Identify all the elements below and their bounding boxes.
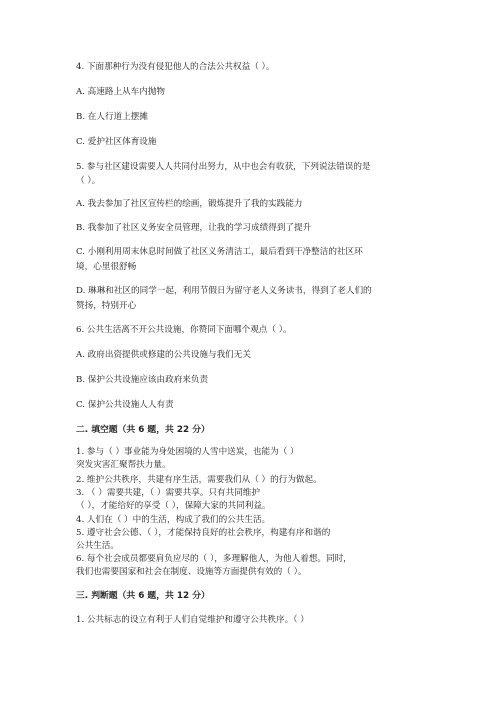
question-5-option-c: C. 小刚利用周末休息时间做了社区义务清洁工，最后看到干净整洁的社区环 (76, 247, 363, 257)
question-5-option-a: A. 我去参加了社区宣传栏的绘画，锻炼提升了我的实践能力 (76, 199, 303, 209)
judgment-section-heading: 三. 判断题（共 6 题，共 12 分） (76, 591, 210, 601)
question-5-option-d-continued: 赞扬，特别开心 (76, 301, 137, 311)
fill-in-section-heading: 二. 填空题（共 6 题，共 22 分） (76, 425, 210, 435)
fill-in-line: 我们也需要国家和社会在制度、设施等方面提供有效的（ ）。 (76, 567, 307, 577)
question-5-stem-continued: （ ）。 (76, 176, 101, 186)
question-6-option-c: C. 保护公共设施人人有责 (76, 400, 174, 410)
fill-in-line: 4. 人们在（ ）中的生活，构成了我们的公共生活。 (76, 515, 271, 525)
question-5-stem: 5. 参与社区建设需要人人共同付出努力，从中也会有收获，下列说法错误的是 (76, 162, 371, 172)
question-4-option-b: B. 在人行道上摆摊 (76, 112, 148, 122)
fill-in-line: 6. 每个社会成员都要肩负应尽的（ ），多理解他人，为他人着想。同时， (76, 554, 352, 564)
fill-in-line: 突发灾害汇聚帮扶力量。 (76, 460, 171, 470)
fill-in-line: 公共生活。 (76, 541, 119, 551)
fill-in-line: （ ），才能给好的享受（ ），保障大家的共同利益。 (76, 501, 271, 511)
question-4-option-a: A. 高速路上从车内抛物 (76, 87, 166, 97)
question-6-option-a: A. 政府出资提供或修建的公共设施与我们无关 (76, 350, 251, 360)
fill-in-line: 2. 维护公共秩序，共建有序生活，需要我们从（ ）的行为做起。 (76, 475, 322, 485)
question-4-option-c: C. 爱护社区体育设施 (76, 137, 157, 147)
question-4-stem: 4. 下面那种行为没有侵犯他人的合法公共权益（ ）。 (76, 62, 275, 72)
question-5-option-b: B. 我参加了社区义务安全员管理，让我的学习成绩得到了提升 (76, 223, 312, 233)
question-6-option-b: B. 保护公共设施应该由政府来负责 (76, 375, 209, 385)
question-5-option-d: D. 琳琳和社区的同学一起，利用节假日为留守老人义务读书，得到了老人们的 (76, 286, 372, 296)
fill-in-line: 3. （ ）需要共建，（ ）需要共享。只有共同维护 (76, 488, 260, 498)
question-6-stem: 6. 公共生活离不开公共设施，你赞同下面哪个观点（ ）。 (76, 325, 292, 335)
question-5-option-c-continued: 境，心里很舒畅 (76, 262, 137, 272)
fill-in-line: 5. 遵守社会公德、（ ），才能保持良好的社会秩序，构建有序和谐的 (76, 528, 331, 538)
fill-in-line: 1. 参与（ ）事业能为身处困境的人雪中送炭，也能为（ ） (76, 447, 299, 457)
judgment-question-1: 1. 公共标志的设立有利于人们自觉维护和遵守公共秩序。（ ） (76, 615, 309, 625)
